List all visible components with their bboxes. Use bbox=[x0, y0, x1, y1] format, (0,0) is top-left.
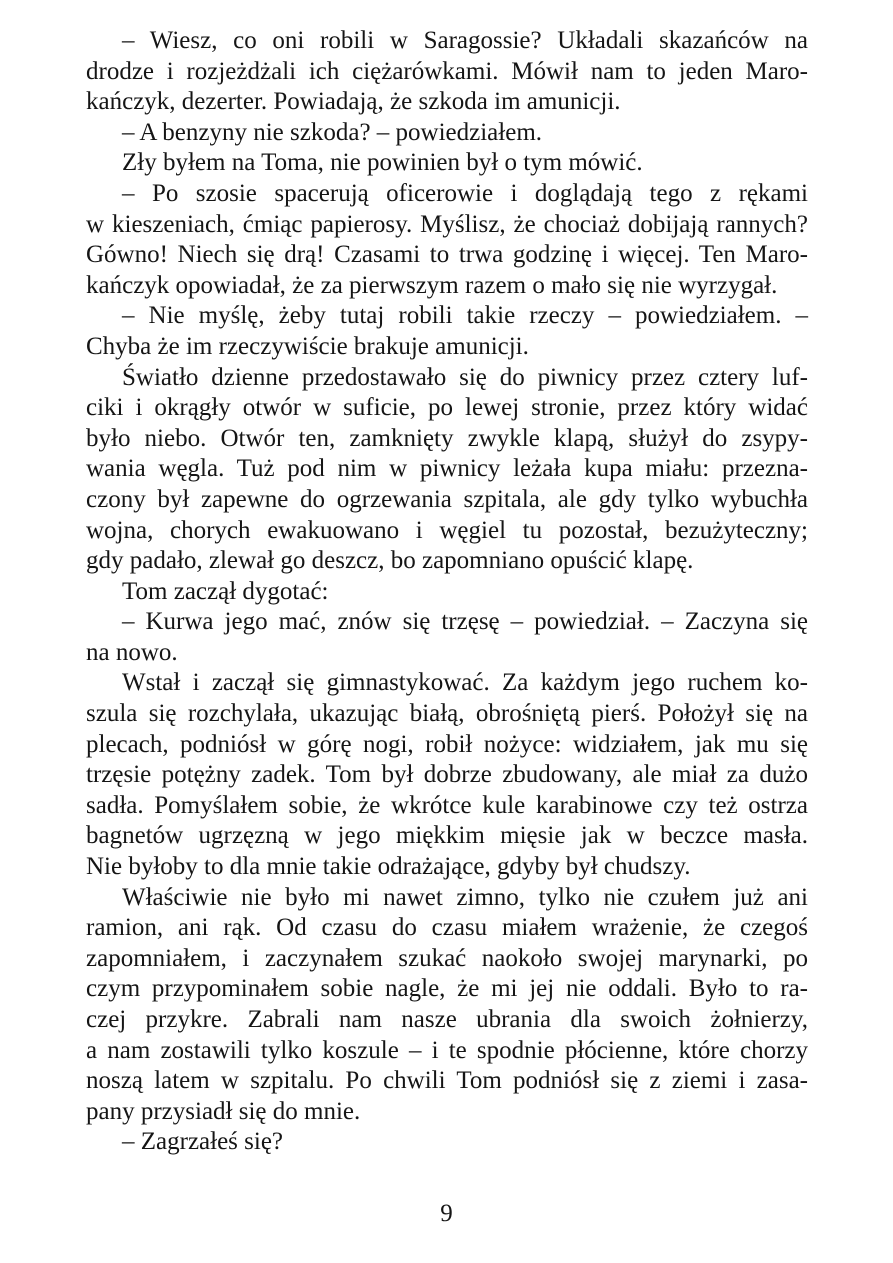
text-line: Wstał i zaczął się gimnastykować. Za każdym jego ruchem ko- bbox=[122, 669, 808, 697]
text-line: plecach, podniósł w górę nogi, robił nożyce: widziałem, jak mu się bbox=[86, 730, 808, 758]
text-line: Światło dzienne przedostawało się do piwnicy przez cztery luf- bbox=[122, 363, 808, 391]
text-line: Chyba że im rzeczywiście brakuje amunicji. bbox=[86, 332, 529, 360]
text-line: czym przypominałem sobie nagle, że mi jej nie oddali. Było to ra- bbox=[86, 975, 808, 1003]
text-line: wojna, chorych ewakuowano i węgiel tu pozostał, bezużyteczny; bbox=[86, 516, 808, 544]
text-line: bagnetów ugrzęzną w jego miękkim mięsie jak w beczce masła. bbox=[86, 822, 808, 850]
text-line: czony był zapewne do ogrzewania szpitala, ale gdy tylko wybuchła bbox=[86, 485, 808, 513]
text-line: noszą latem w szpitalu. Po chwili Tom podniósł się z ziemi i zasa- bbox=[86, 1067, 808, 1095]
body-text bbox=[86, 26, 808, 1158]
text-line: wania węgla. Tuż pod nim w piwnicy leżała kupa miału: przezna- bbox=[86, 455, 808, 483]
text-line: – Nie myślę, żeby tutaj robili takie rzeczy – powiedziałem. – bbox=[122, 302, 808, 330]
text-line: Właściwie nie było mi nawet zimno, tylko nie czułem już ani bbox=[122, 883, 808, 911]
text-line: – Zagrzałeś się? bbox=[122, 1128, 284, 1156]
text-line: gdy padało, zlewał go deszcz, bo zapomniano opuścić klapę. bbox=[86, 547, 694, 575]
text-line: – A benzyny nie szkoda? – powiedziałem. bbox=[122, 118, 543, 146]
text-line: szula się rozchylała, ukazując białą, obrośniętą pierś. Położył się na bbox=[86, 700, 808, 728]
text-line: trzęsie potężny zadek. Tom był dobrze zbudowany, ale miał za dużo bbox=[86, 761, 808, 789]
text-line: Tom zaczął dygotać: bbox=[122, 577, 329, 605]
text-line: kańczyk opowiadał, że za pierwszym razem o mało się nie wyrzygał. bbox=[86, 271, 778, 299]
text-line: pany przysiadł się do mnie. bbox=[86, 1097, 361, 1125]
text-line: Zły byłem na Toma, nie powinien był o tym mówić. bbox=[122, 149, 643, 177]
text-line: a nam zostawili tylko koszule – i te spodnie płócienne, które chorzy bbox=[86, 1036, 808, 1064]
text-line: w kieszeniach, ćmiąc papierosy. Myślisz, że chociaż dobijają rannych? bbox=[86, 210, 808, 238]
text-line: czej przykre. Zabrali nam nasze ubrania dla swoich żołnierzy, bbox=[86, 1006, 808, 1033]
text-line: ciki i okrągły otwór w suficie, po lewej stronie, przez który widać bbox=[86, 394, 808, 422]
text-line: – Kurwa jego mać, znów się trzęsę – powiedział. – Zaczyna się bbox=[122, 608, 808, 636]
page-number: 9 bbox=[440, 1200, 453, 1227]
text-line: Nie byłoby to dla mnie takie odrażające, gdyby był chudszy. bbox=[86, 853, 691, 881]
text-line: sadła. Pomyślałem sobie, że wkrótce kule karabinowe czy też ostrza bbox=[86, 791, 808, 819]
text-line: było niebo. Otwór ten, zamknięty zwykle klapą, służył do zsypy- bbox=[86, 424, 808, 452]
text-line: kańczyk, dezerter. Powiadają, że szkoda im amunicji. bbox=[86, 88, 621, 116]
text-line: – Wiesz, co oni robili w Saragossie? Układali skazańców na bbox=[122, 27, 808, 54]
text-line: – Po szosie spacerują oficerowie i doglądają tego z rękami bbox=[122, 179, 808, 207]
text-line: ramion, ani rąk. Od czasu do czasu miałem wrażenie, że czegoś bbox=[86, 914, 808, 942]
text-line: na nowo. bbox=[86, 638, 178, 666]
text-line: Gówno! Niech się drą! Czasami to trwa godzinę i więcej. Ten Maro- bbox=[86, 241, 808, 269]
text-line: zapomniałem, i zaczynałem szukać naokoło swojej marynarki, po bbox=[86, 944, 808, 972]
text-line: drodze i rozjeżdżali ich ciężarówkami. Mówił nam to jeden Maro- bbox=[86, 57, 808, 85]
